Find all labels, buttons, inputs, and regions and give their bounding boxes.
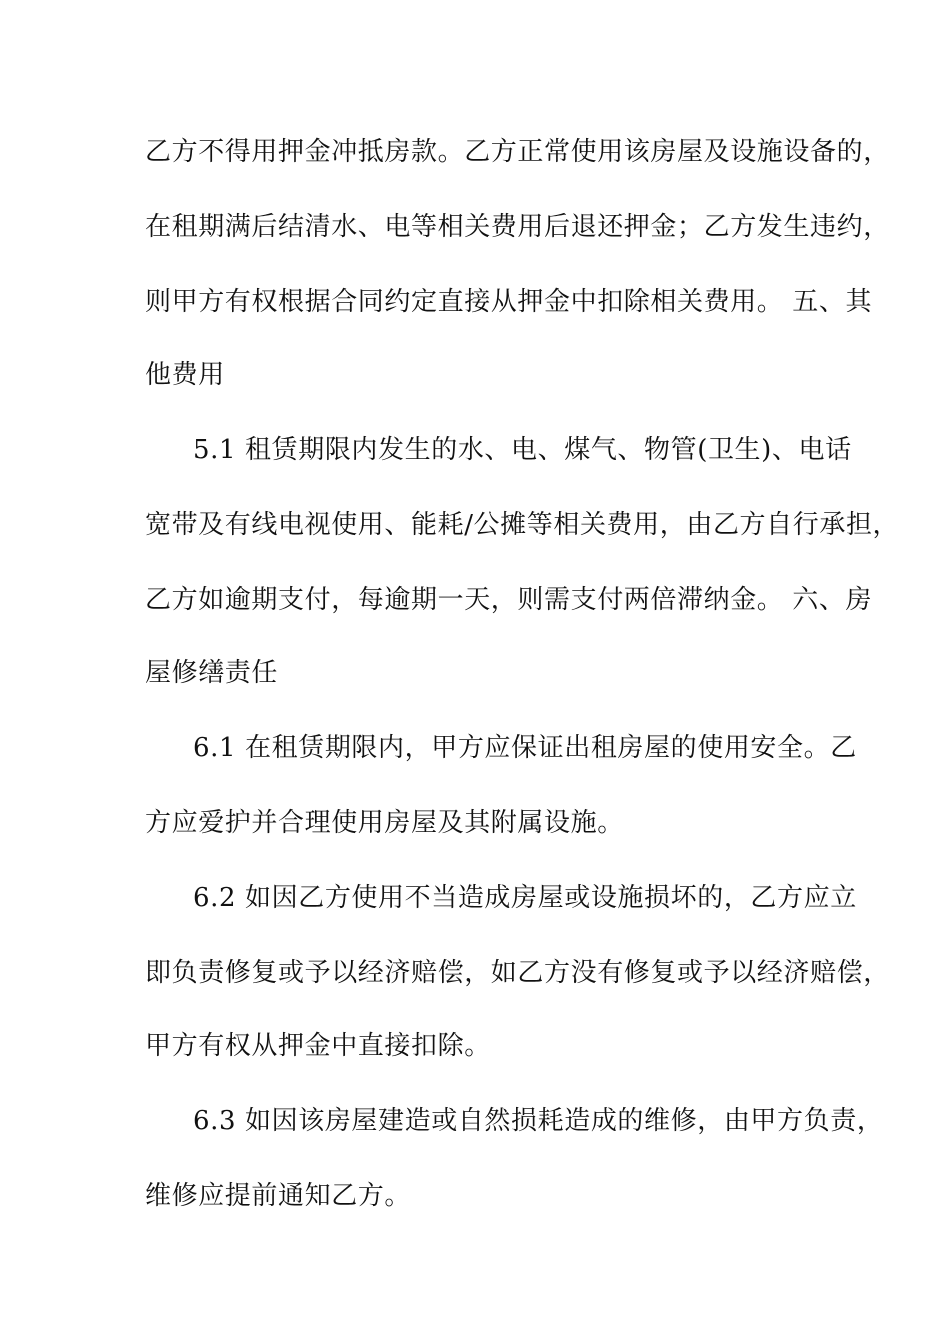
clause-6-1-line-2: 方应爱护并合理使用房屋及其附属设施。 xyxy=(145,808,624,838)
text-line-3: 则甲方有权根据合同约定直接从押金中扣除相关费用。 五、其 xyxy=(145,287,873,317)
clause-6-2-line-3: 甲方有权从押金中直接扣除。 xyxy=(145,1031,491,1061)
clause-5-1-line-1: 5.1 租赁期限内发生的水、电、煤气、物管(卫生)、电话 xyxy=(193,435,852,465)
clause-6-2-line-2: 即负责修复或予以经济赔偿，如乙方没有修复或予以经济赔偿， xyxy=(145,958,890,988)
clause-6-3-line-2: 维修应提前通知乙方。 xyxy=(145,1181,412,1211)
clause-5-1-line-3: 乙方如逾期支付，每逾期一天，则需支付两倍滞纳金。 六、房 xyxy=(145,585,873,615)
text-line-1: 乙方不得用押金冲抵房款。乙方正常使用该房屋及设施设备的， xyxy=(145,137,890,167)
text-line-2: 在租期满后结清水、电等相关费用后退还押金；乙方发生违约， xyxy=(145,212,890,242)
clause-5-1-line-2: 宽带及有线电视使用、能耗/公摊等相关费用，由乙方自行承担， xyxy=(145,510,900,540)
section-6-heading-cont: 屋修缮责任 xyxy=(145,658,279,688)
text-line-4: 他费用 xyxy=(145,360,225,390)
clause-6-2-line-1: 6.2 如因乙方使用不当造成房屋或设施损坏的，乙方应立 xyxy=(193,883,857,913)
clause-6-3-line-1: 6.3 如因该房屋建造或自然损耗造成的维修，由甲方负责， xyxy=(193,1106,884,1136)
clause-6-1-line-1: 6.1 在租赁期限内，甲方应保证出租房屋的使用安全。乙 xyxy=(193,733,857,763)
